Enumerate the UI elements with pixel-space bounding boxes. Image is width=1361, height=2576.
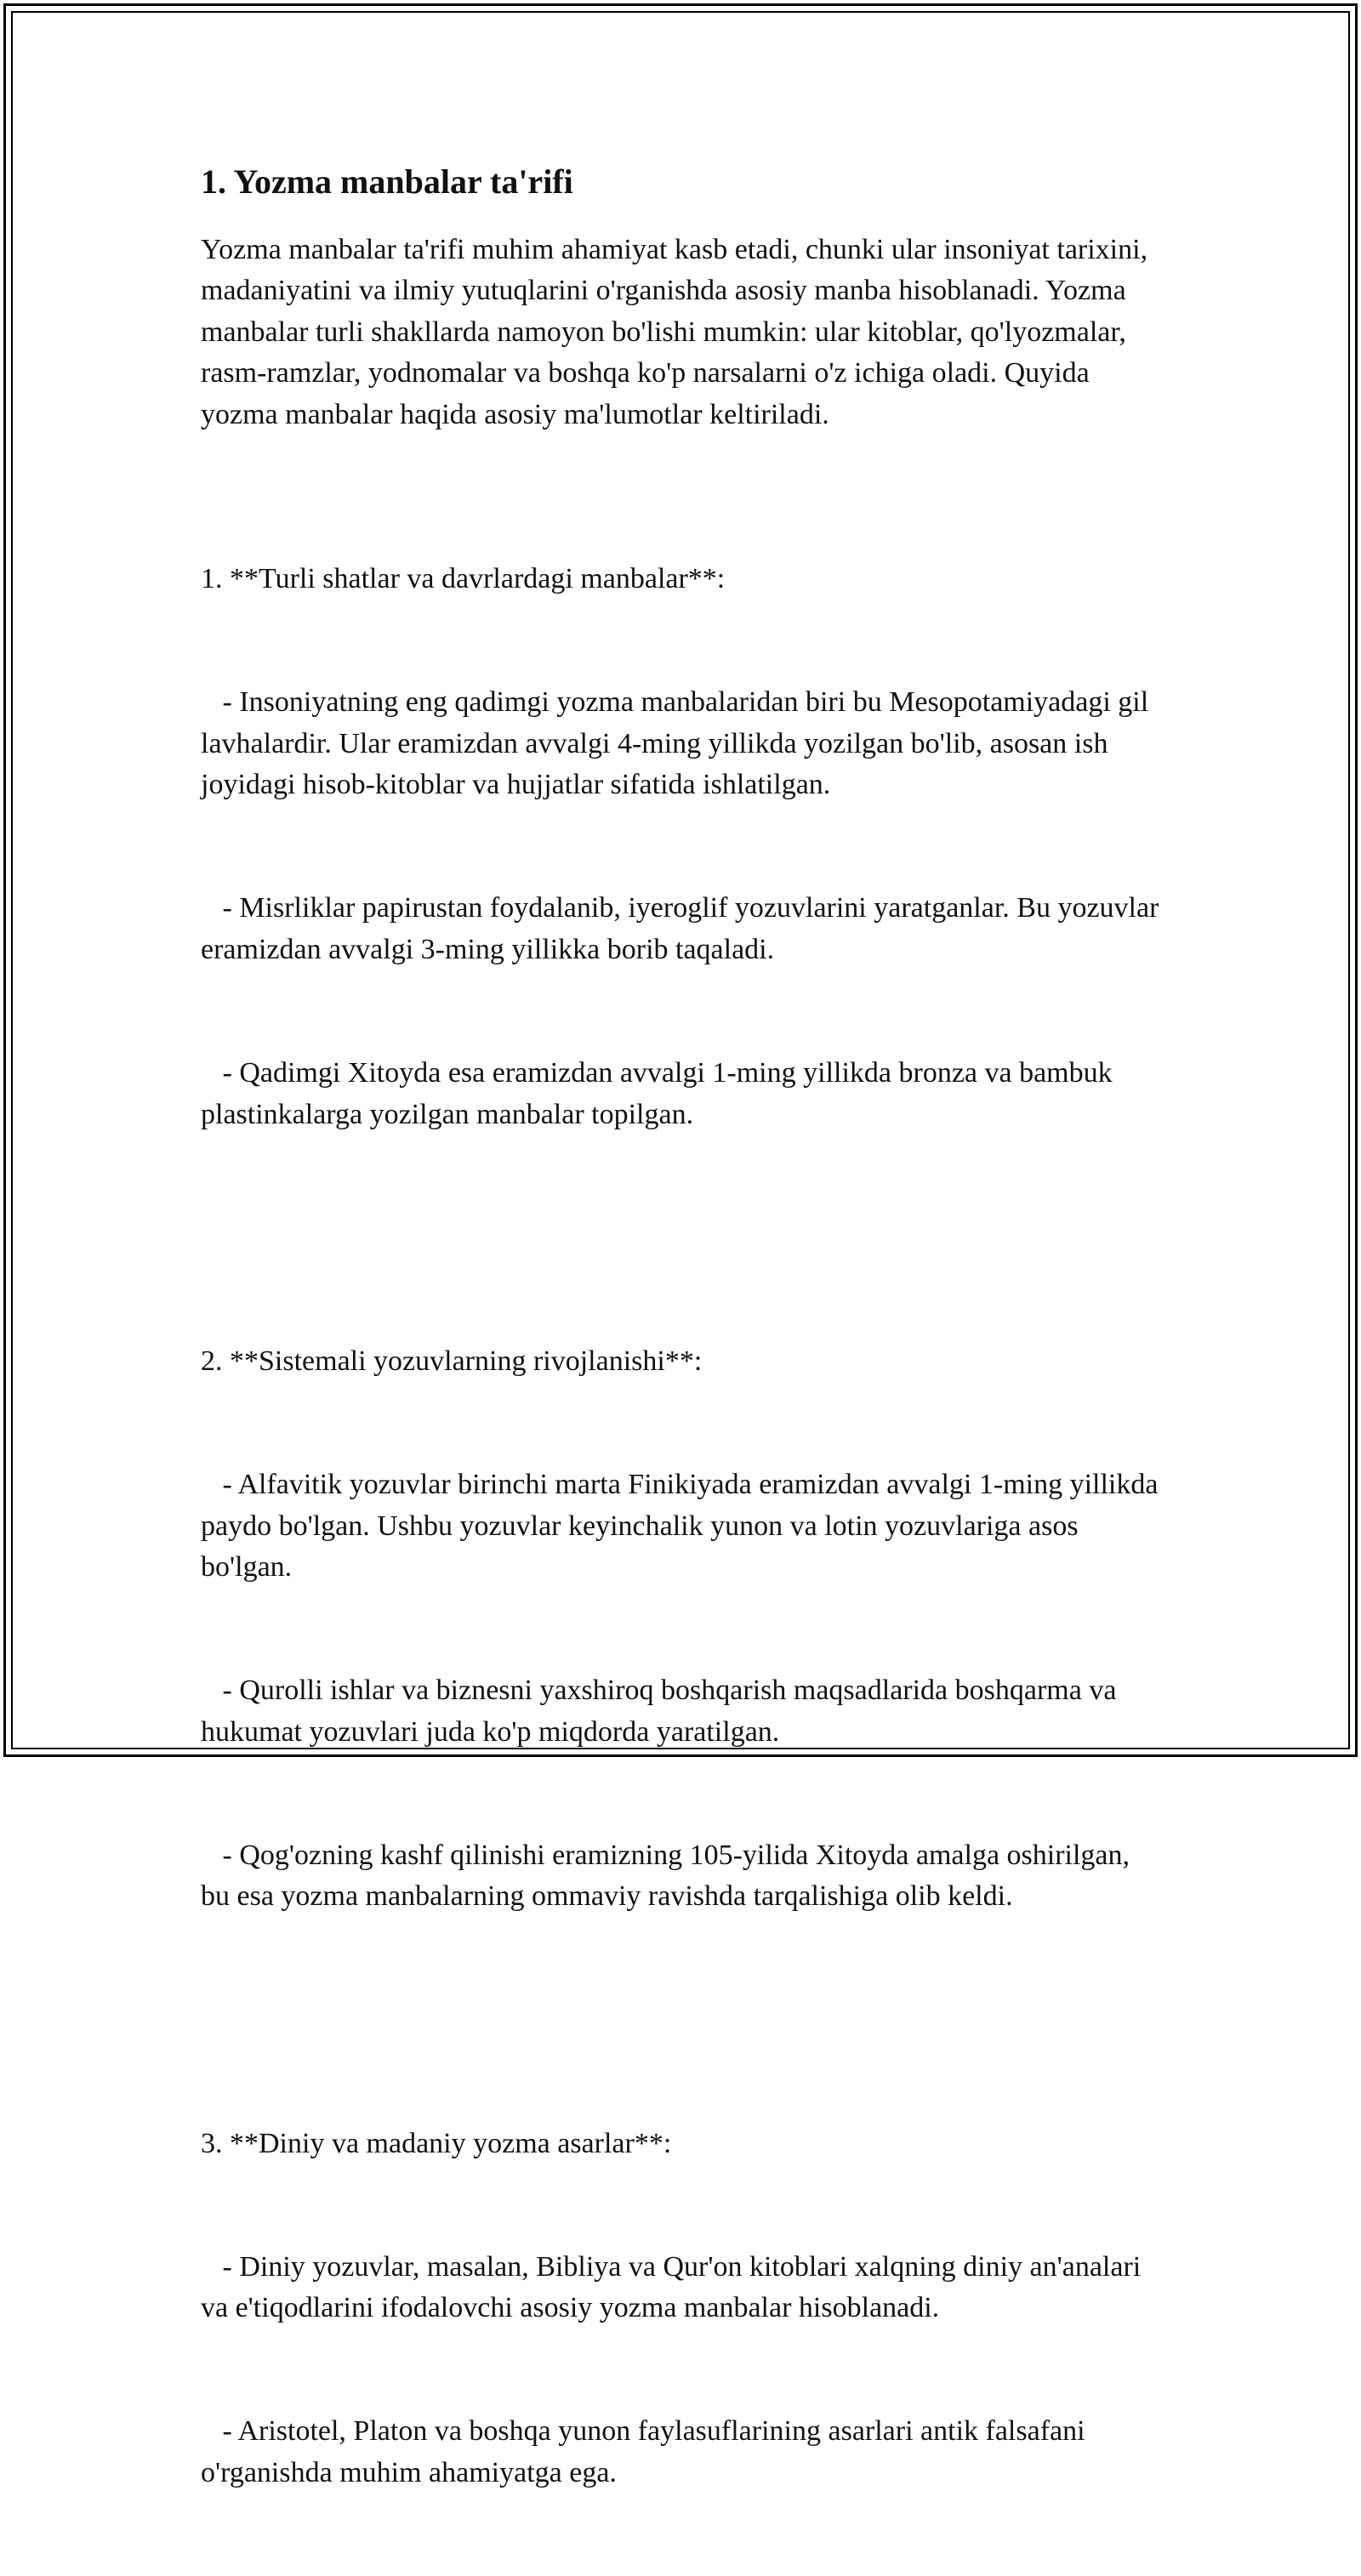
section-title: 1. **Turli shatlar va davrlardagi manbalar**: [201,563,726,595]
list-item: - Insoniyatning eng qadimgi yozma manbalaridan biri bu Mesopotamiyadagi gil lavhalardir. Ular eramizdan avvalgi 4-ming yillikda yozilgan bo'lib, asosan ish joyidagi hisob-kitoblar va hujjatlar sifatida ishlatilgan. [201,686,1156,801]
list-item: - Qurolli ishlar va biznesni yaxshiroq boshqarish maqsadlarida boshqarma va hukumat yozuvlari juda ko'p miqdorda yaratilgan. [201,1675,1124,1748]
document-body [201,155,1166,2576]
list-item: - Aristotel, Platon va boshqa yunon faylasuflarining asarlari antik falsafani o'rganishda muhim ahamiyatga ega. [201,2415,1093,2488]
list-item: - Qog'ozning kashf qilinishi eramizning 105-yilida Xitoyda amalga oshirilgan, bu esa yozma manbalarning ommaviy ravishda tarqalishiga olib keldi. [201,1839,1137,1913]
section-title: 2. **Sistemali yozuvlarning rivojlanishi**: [201,1345,703,1377]
section-1 [201,476,1166,1217]
section-title: 3. **Diniy va madaniy yozma asarlar**: [201,2127,672,2159]
section-3 [201,2041,1162,2576]
section-2 [201,1259,1165,1999]
intro-paragraph: Yozma manbalar ta'rifi muhim ahamiyat kasb etadi, chunki ular insoniyat tarixini, madaniyatini va ilmiy yutuqlarini o'rganishda asosiy manba hisoblanadi. Yozma manbalar turli shakllarda namoyon bo'lishi mumkin: ular kitoblar, qo'lyozmalar, rasm-ramzlar, yodnomalar va boshqa ko'p narsalarni o'z ichiga oladi. Quyida yozma manbalar haqida asosiy ma'lumotlar keltiriladi. [201,234,1155,430]
list-item: - Diniy yozuvlar, masalan, Bibliya va Qur'on kitoblari xalqning diniy an'analari va e'tiqodlarini ifodalovchi asosiy yozma manbalar hisoblanadi. [201,2250,1148,2324]
list-item: - Misrliklar papirustan foydalanib, iyeroglif yozuvlarini yaratganlar. Bu yozuvlar eramizdan avvalgi 3-ming yillikka borib taqaladi. [201,892,1166,965]
list-item: - Qadimgi Xitoyda esa eramizdan avvalgi 1-ming yillikda bronza va bambuk plastinkalarga yozilgan manbalar topilgan. [201,1057,1120,1130]
list-item: - Alfavitik yozuvlar birinchi marta Finikiyada eramizdan avvalgi 1-ming yillikda paydo bo'lgan. Ushbu yozuvlar keyinchalik yunon va lotin yozuvlariga asos bo'lgan. [201,1469,1165,1583]
document-heading: 1. Yozma manbalar ta'rifi [201,162,573,201]
